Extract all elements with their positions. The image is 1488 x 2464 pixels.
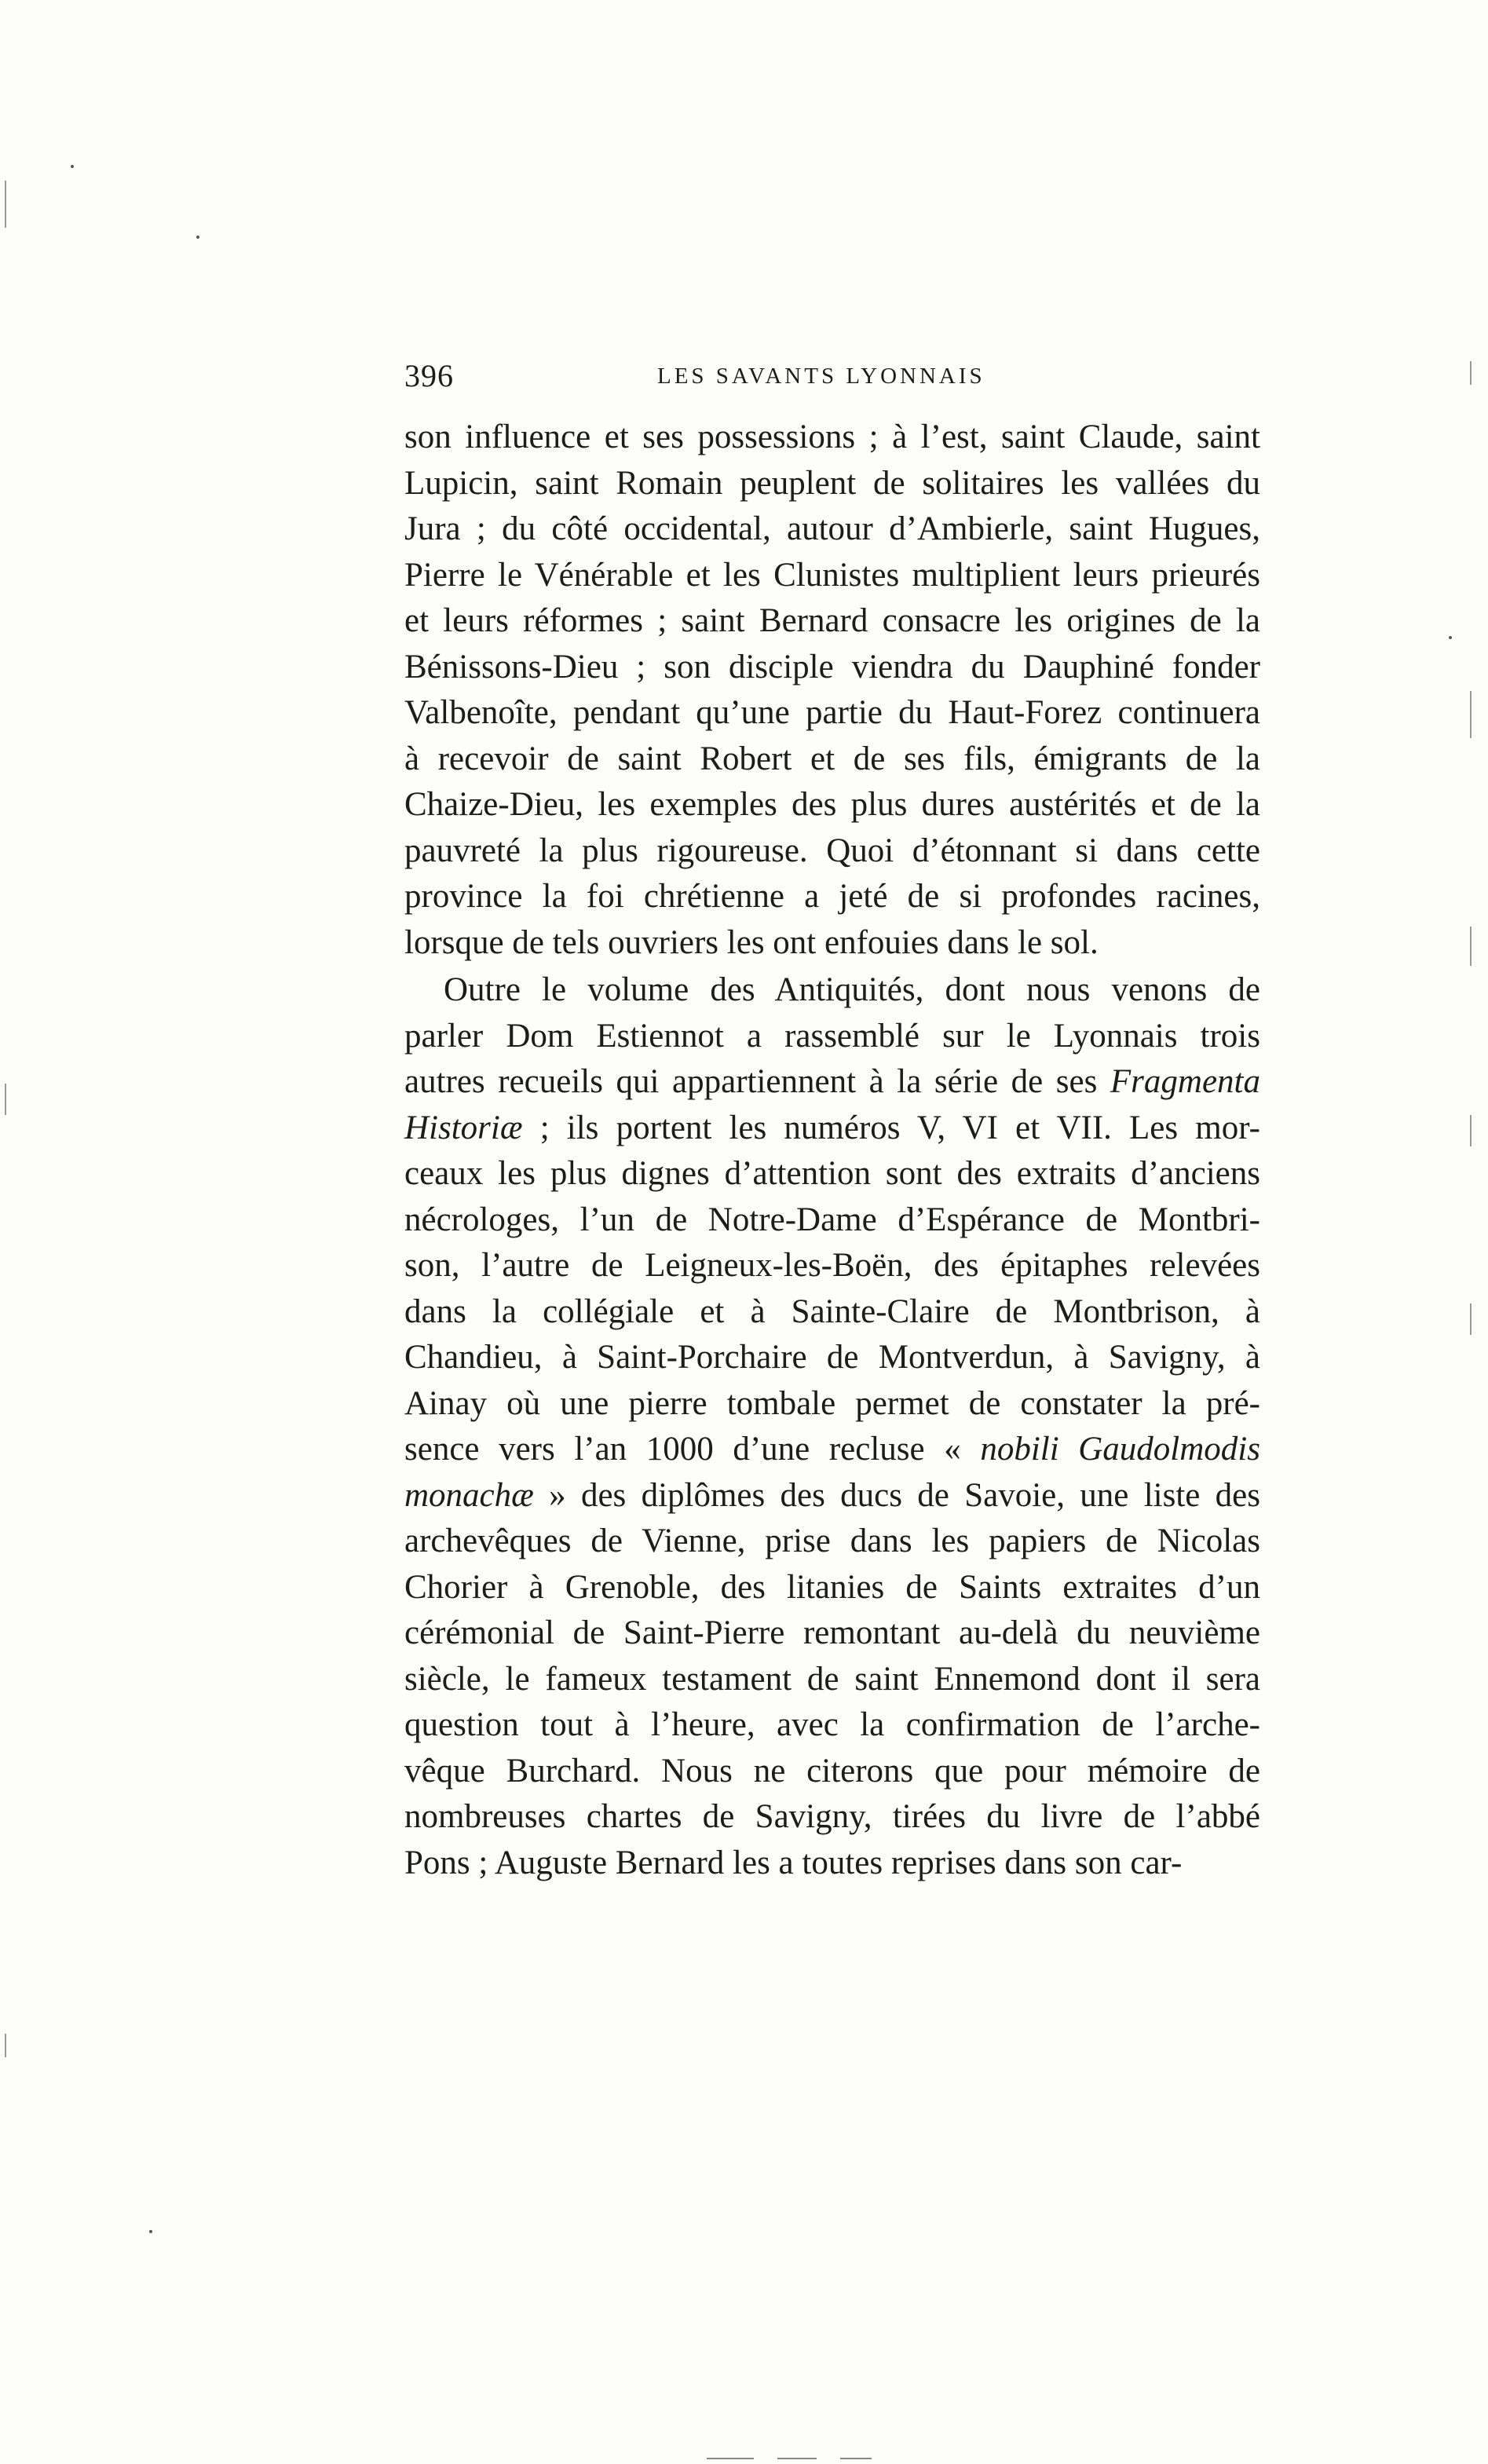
text-line [404,598,1260,645]
text-segment: nombreuses chartes de Savigny, tirées du livre de l’abbé [404,1798,1260,1835]
text-line [404,1794,1260,1841]
left-margin-mark [5,1084,6,1115]
text-segment: Valbenoîte, pendant qu’une partie du Haut-Forez continuera [404,694,1260,731]
left-margin-mark [5,2034,6,2057]
text-segment: Bénissons-Dieu ; son disciple viendra du Dauphiné fonder [404,648,1260,685]
body-text [404,415,1260,1886]
text-segment: dans la collégiale et à Sainte-Claire de Montbrison, à [404,1292,1260,1330]
text-segment: cérémonial de Saint-Pierre remontant au-delà du neuvième [404,1614,1260,1651]
page-header [404,357,1260,404]
scan-speck [149,2230,152,2233]
text-segment: son, l’autre de Leigneux-les-Boën, des épitaphes relevées [404,1247,1260,1284]
left-margin-mark [5,181,6,228]
right-margin-mark [1470,1303,1472,1335]
text-segment: ; ils portent les numéros V, VI et VII. Les mor- [522,1109,1260,1146]
text-segment: Jura ; du côté occidental, autour d’Ambierle, saint Hugues, [404,510,1260,547]
text-segment: son influence et ses possessions ; à l’est, saint Claude, saint [404,419,1260,455]
text-segment: Chaize-Dieu, les exemples des plus dures austérités et de la [404,786,1260,823]
right-margin-mark [1470,1115,1472,1146]
text-segment: question tout à l’heure, avec la confirmation de l’arche- [404,1706,1260,1743]
text-segment: nécrologes, l’un de Notre-Dame d’Espérance de Montbri- [404,1201,1260,1238]
text-segment: lorsque de tels ouvriers les ont enfouies dans le sol. [404,923,1099,961]
scan-speck [1449,636,1452,639]
text-segment: archevêques de Vienne, prise dans les papiers de Nicolas [404,1523,1260,1559]
text-segment: Outre le volume des Antiquités, dont nous venons de [444,971,1260,1008]
text-line [404,461,1260,507]
text-segment: vêque Burchard. Nous ne citerons que pour mémoire de [404,1752,1260,1790]
scan-speck [71,165,74,168]
text-line [404,1289,1260,1336]
text-line [404,1657,1260,1703]
paragraph [404,967,1260,1886]
text-line [404,1151,1260,1197]
text-segment: Chorier à Grenoble, des litanies de Saints extraites d’un [404,1568,1260,1606]
text-segment: pauvreté la plus rigoureuse. Quoi d’étonnant si dans cette [404,832,1260,869]
text-line [404,737,1260,783]
text-line [404,1702,1260,1749]
text-line [404,1749,1260,1795]
text-line [404,828,1260,875]
text-line [404,1519,1260,1565]
text-line [404,553,1260,599]
text-line [404,506,1260,553]
paragraph [404,415,1260,966]
text-line [404,1014,1260,1060]
text-segment: à recevoir de saint Robert et de ses fils, émigrants de la [404,740,1260,777]
bottom-edge-mark [840,2458,872,2459]
text-line [404,645,1260,691]
bottom-edge-mark [707,2458,754,2459]
text-segment: autres recueils qui appartiennent à la série de ses [404,1063,1110,1100]
text-line [404,415,1260,461]
text-line [404,1473,1260,1519]
italic-segment: monachæ [404,1476,534,1514]
running-title: LES SAVANTS LYONNAIS [657,364,985,389]
text-line [404,1106,1260,1152]
italic-segment: Fragmenta [1110,1063,1260,1100]
text-line [404,782,1260,828]
text-line [404,1841,1260,1887]
text-line [404,1565,1260,1611]
text-segment: parler Dom Estiennot a rassemblé sur le Lyonnais trois [404,1017,1260,1055]
text-line [404,1197,1260,1244]
text-line [404,1335,1260,1381]
text-line [404,967,1260,1014]
bottom-edge-mark [777,2458,817,2459]
text-segment: Chandieu, à Saint-Porchaire de Montverdun, à Savigny, à [404,1339,1260,1376]
text-segment: Ainay où une pierre tombale permet de constater la pré- [404,1384,1260,1422]
text-segment: et leurs réformes ; saint Bernard consacre les origines de la [404,602,1260,639]
right-margin-mark [1470,691,1472,738]
text-segment: province la foi chrétienne a jeté de si profondes racines, [404,878,1260,915]
text-segment: sence vers l’an 1000 d’une recluse « [404,1431,981,1468]
text-line [404,1610,1260,1657]
text-segment: Pierre le Vénérable et les Clunistes multiplient leurs prieurés [404,556,1260,594]
text-line [404,1243,1260,1289]
text-line [404,920,1260,967]
text-line [404,690,1260,737]
page-number: 396 [404,358,454,393]
text-segment: » des diplômes des ducs de Savoie, une liste des [533,1476,1260,1514]
text-line [404,874,1260,920]
text-segment: siècle, le fameux testament de saint Ennemond dont il sera [404,1660,1260,1698]
right-margin-mark [1470,927,1472,966]
text-segment: Lupicin, saint Romain peuplent de solitaires les vallées du [404,464,1260,502]
italic-segment: nobili Gaudolmodis [980,1431,1260,1468]
italic-segment: Historiæ [404,1109,523,1146]
text-segment: ceaux les plus dignes d’attention sont des extraits d’anciens [404,1155,1260,1192]
right-margin-mark [1470,361,1472,385]
text-line [404,1381,1260,1428]
scan-speck [196,236,199,239]
text-segment: Pons ; Auguste Bernard les a toutes reprises dans son car- [404,1844,1183,1881]
text-line [404,1059,1260,1106]
text-line [404,1427,1260,1473]
